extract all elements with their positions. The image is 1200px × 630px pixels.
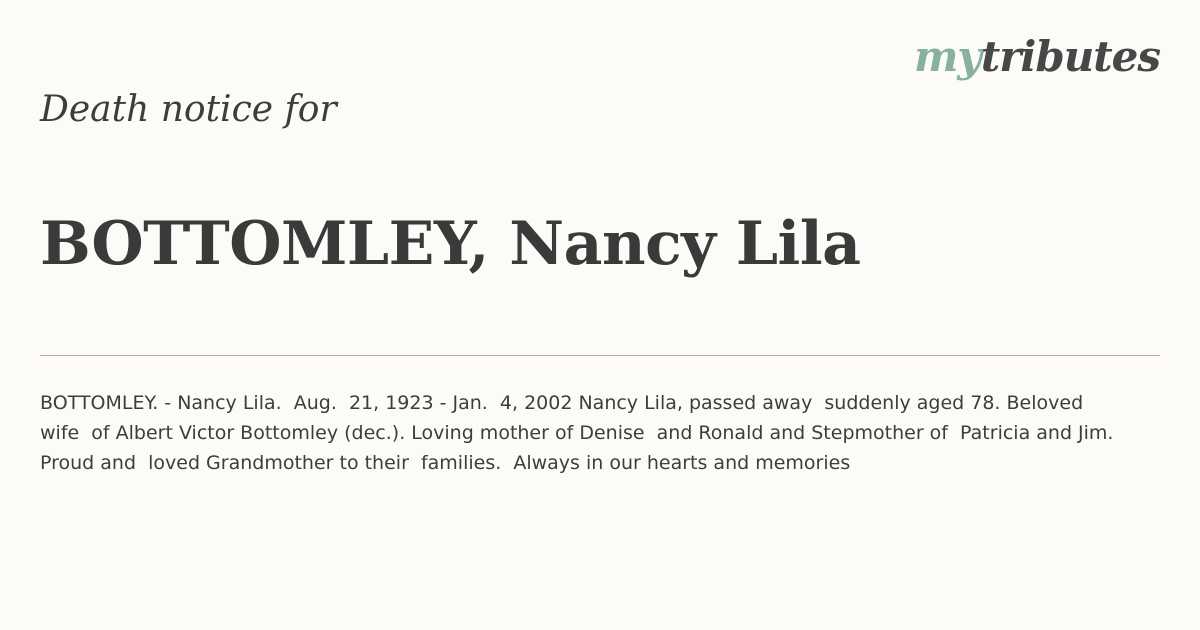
mytributes-logo[interactable] bbox=[913, 32, 1160, 81]
section-divider bbox=[40, 355, 1160, 356]
page-subtitle: Death notice for bbox=[40, 89, 337, 130]
logo-tributes-text: tributes bbox=[980, 32, 1160, 81]
logo-my-text: my bbox=[913, 32, 981, 81]
deceased-name: BOTTOMLEY, Nancy Lila bbox=[40, 209, 861, 279]
notice-text: BOTTOMLEY. - Nancy Lila. Aug. 21, 1923 - Jan. 4, 2002 Nancy Lila, passed away suddenly aged 78. Beloved wife of Albert Victor Bottomley (dec.). Loving mother of Denise and Ronald and Stepmother of Patricia and Jim. Proud and loved Grandmother to their families. Always in our hearts and memories bbox=[40, 392, 1126, 474]
